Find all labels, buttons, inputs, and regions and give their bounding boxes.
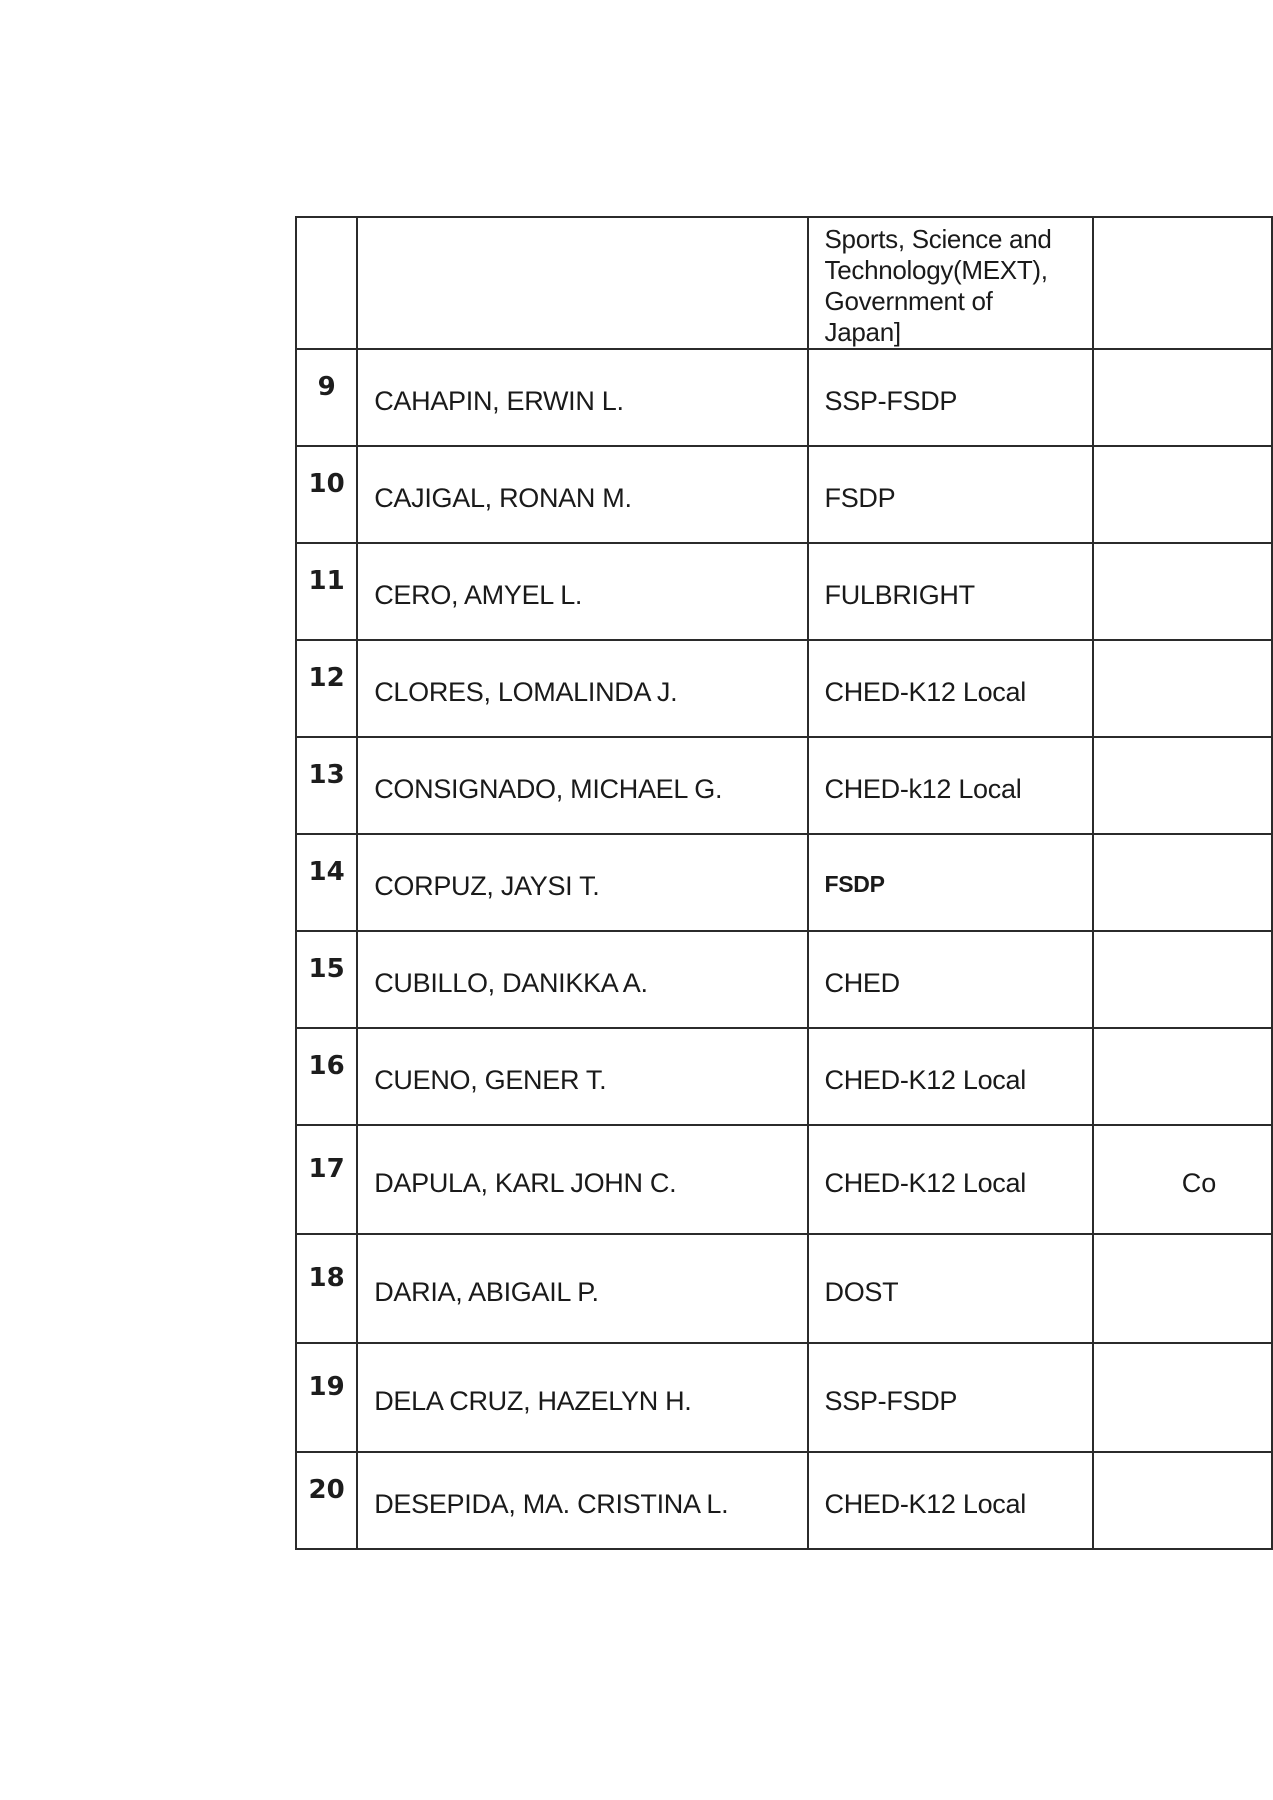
row-number: 12: [296, 640, 357, 737]
remarks: [1093, 931, 1272, 1028]
table-row: [296, 1234, 1272, 1343]
scholars-table: [295, 216, 1273, 1550]
remarks: [1093, 834, 1272, 931]
scholar-name: DARIA, ABIGAIL P.: [357, 1234, 807, 1343]
table-row: [296, 834, 1272, 931]
table-row: [296, 640, 1272, 737]
scholar-name: CLORES, LOMALINDA J.: [357, 640, 807, 737]
row-number: 20: [296, 1452, 357, 1549]
scholarship-type: SSP-FSDP: [808, 349, 1093, 446]
scholarship-type: CHED-K12 Local: [808, 1125, 1093, 1234]
remarks: Co: [1093, 1125, 1272, 1234]
scholarship-type: CHED-K12 Local: [808, 640, 1093, 737]
scholarship-type: CHED: [808, 931, 1093, 1028]
scholar-name: CONSIGNADO, MICHAEL G.: [357, 737, 807, 834]
remarks: [1093, 1234, 1272, 1343]
scholarship-type: CHED-K12 Local: [808, 1452, 1093, 1549]
row-number: 9: [296, 349, 357, 446]
row-number: 18: [296, 1234, 357, 1343]
remarks: [1093, 349, 1272, 446]
scholarship-cell: Sports, Science and Technology(MEXT), Government of Japan]: [808, 217, 1093, 349]
row-number: 16: [296, 1028, 357, 1125]
table-row: [296, 931, 1272, 1028]
scholar-name: DAPULA, KARL JOHN C.: [357, 1125, 807, 1234]
row-number: 10: [296, 446, 357, 543]
table-row: [296, 543, 1272, 640]
remarks: [1093, 640, 1272, 737]
row-number: 15: [296, 931, 357, 1028]
row-number: 11: [296, 543, 357, 640]
row-number: 19: [296, 1343, 357, 1452]
scholar-name: CORPUZ, JAYSI T.: [357, 834, 807, 931]
scholar-name: DESEPIDA, MA. CRISTINA L.: [357, 1452, 807, 1549]
table-row: [296, 737, 1272, 834]
scholar-name: DELA CRUZ, HAZELYN H.: [357, 1343, 807, 1452]
remarks: [1093, 1028, 1272, 1125]
scholarship-type: FULBRIGHT: [808, 543, 1093, 640]
table-row: [296, 1343, 1272, 1452]
scholar-name: CAHAPIN, ERWIN L.: [357, 349, 807, 446]
remarks-cell: [1093, 217, 1272, 349]
table-row: [296, 1452, 1272, 1549]
scholarship-type: DOST: [808, 1234, 1093, 1343]
remarks: [1093, 737, 1272, 834]
scholar-name: CUBILLO, DANIKKA A.: [357, 931, 807, 1028]
scholarship-type: SSP-FSDP: [808, 1343, 1093, 1452]
number-cell: [296, 217, 357, 349]
table-row: [296, 1125, 1272, 1234]
scholar-name: CERO, AMYEL L.: [357, 543, 807, 640]
row-number: 13: [296, 737, 357, 834]
remarks: [1093, 446, 1272, 543]
remarks: [1093, 1452, 1272, 1549]
scholar-name: CUENO, GENER T.: [357, 1028, 807, 1125]
scholar-name: CAJIGAL, RONAN M.: [357, 446, 807, 543]
table-row: [296, 349, 1272, 446]
row-number: 14: [296, 834, 357, 931]
table-row: [296, 446, 1272, 543]
scholarship-type: CHED-k12 Local: [808, 737, 1093, 834]
table-row: [296, 1028, 1272, 1125]
scholarship-type: FSDP: [808, 834, 1093, 931]
remarks: [1093, 543, 1272, 640]
row-number: 17: [296, 1125, 357, 1234]
name-cell: [357, 217, 807, 349]
scholarship-type: FSDP: [808, 446, 1093, 543]
scholarship-type: CHED-K12 Local: [808, 1028, 1093, 1125]
table-row-continuation: [296, 217, 1272, 349]
remarks: [1093, 1343, 1272, 1452]
